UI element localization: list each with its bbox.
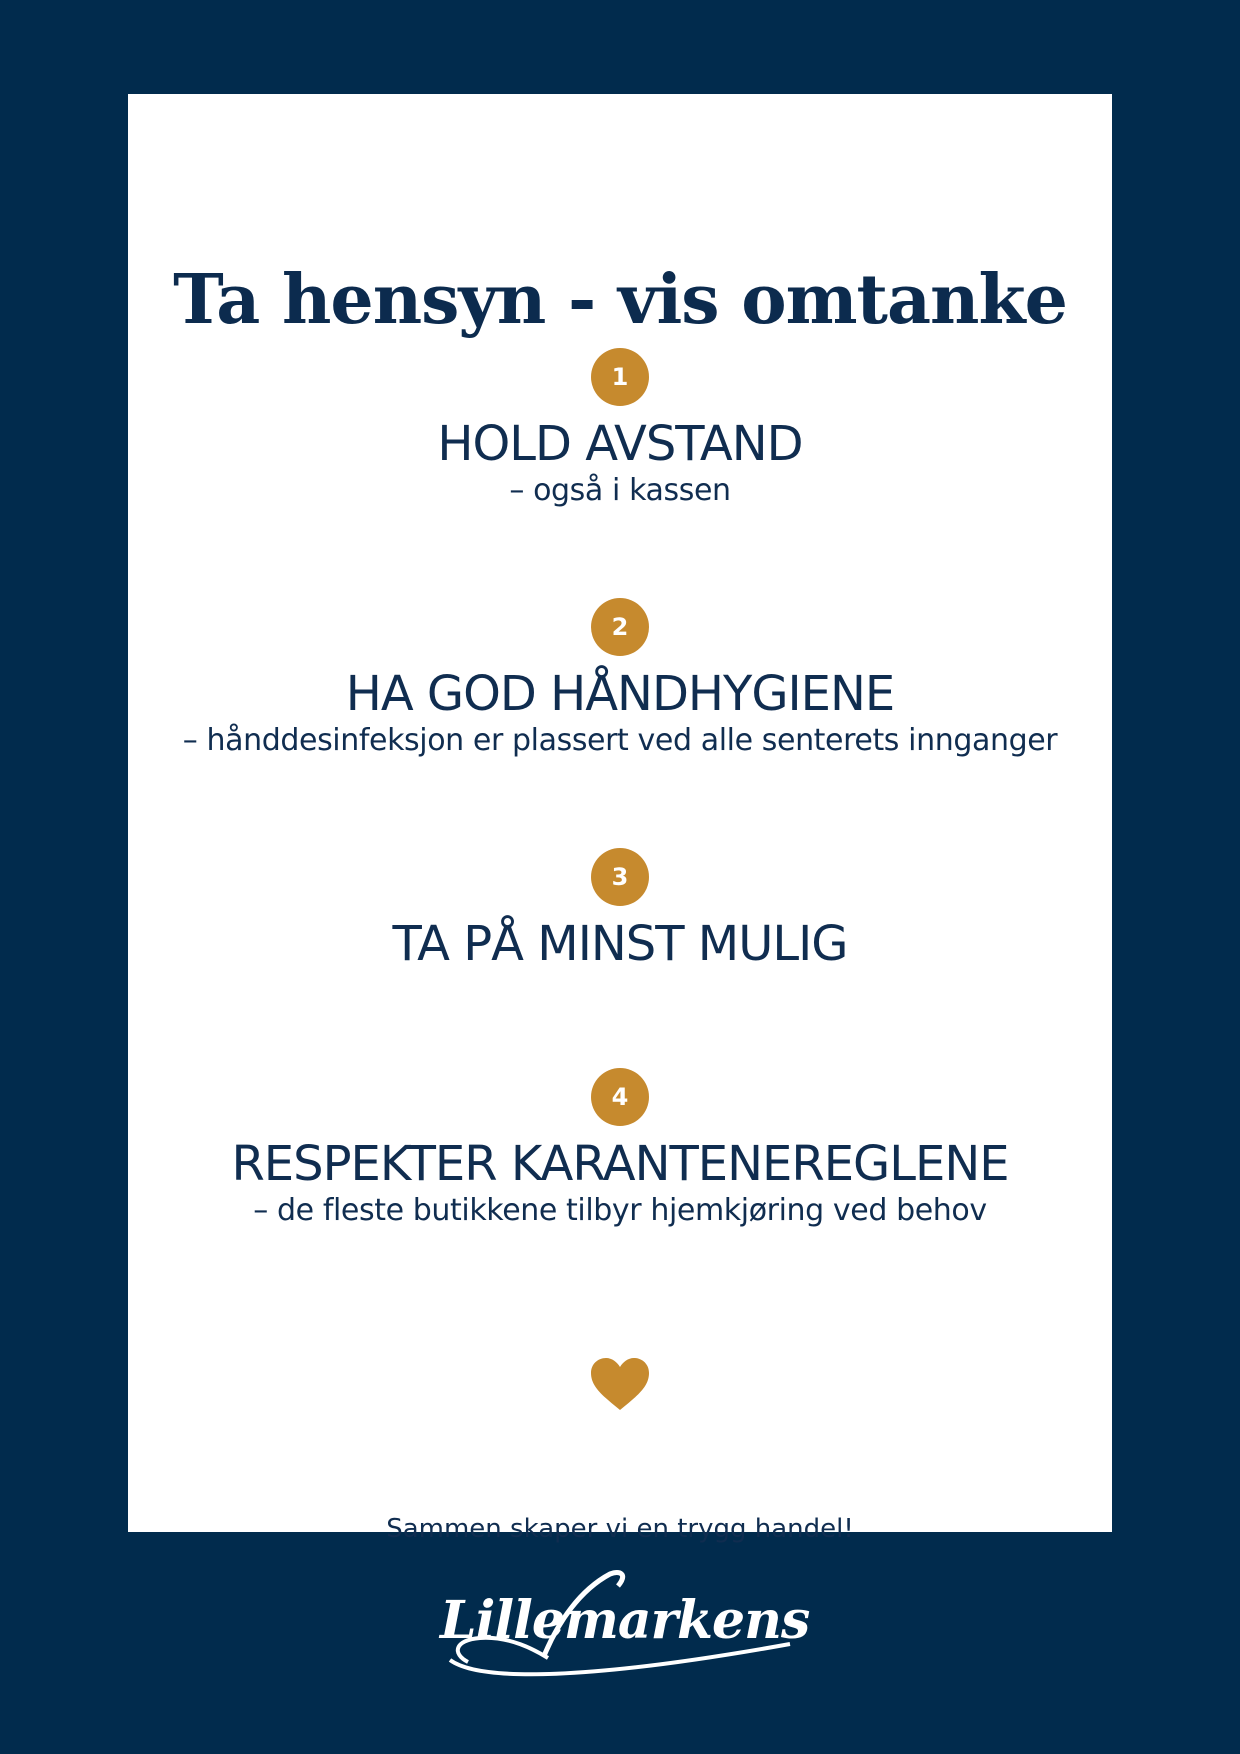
step-heading: RESPEKTER KARANTENEREGLENE	[231, 1136, 1009, 1192]
step-4	[128, 1068, 1112, 1227]
step-subtitle: – de fleste butikkene tilbyr hjemkjøring ved behov	[253, 1192, 987, 1228]
logo-wordmark: Lillemarkens	[440, 1590, 810, 1651]
step-number-badge: 4	[591, 1068, 649, 1126]
step-number-badge: 1	[591, 348, 649, 406]
footer-slogan: Sammen skaper vi en trygg handel!	[386, 1514, 854, 1544]
step-number-badge: 2	[591, 598, 649, 656]
step-subtitle: – hånddesinfeksjon er plassert ved alle senterets innganger	[182, 722, 1058, 758]
step-2	[128, 598, 1112, 757]
poster-card	[128, 94, 1112, 1544]
step-number-badge: 3	[591, 848, 649, 906]
step-subtitle: – også i kassen	[509, 472, 731, 508]
step-heading: HA GOD HÅNDHYGIENE	[345, 666, 895, 722]
step-heading: TA PÅ MINST MULIG	[392, 916, 848, 972]
heart-icon	[128, 1356, 1112, 1417]
step-1	[128, 348, 1112, 507]
lillemarkens-logo	[440, 1562, 810, 1702]
poster-title: Ta hensyn - vis omtanke	[173, 260, 1067, 340]
step-heading: HOLD AVSTAND	[437, 416, 803, 472]
step-3	[128, 848, 1112, 974]
